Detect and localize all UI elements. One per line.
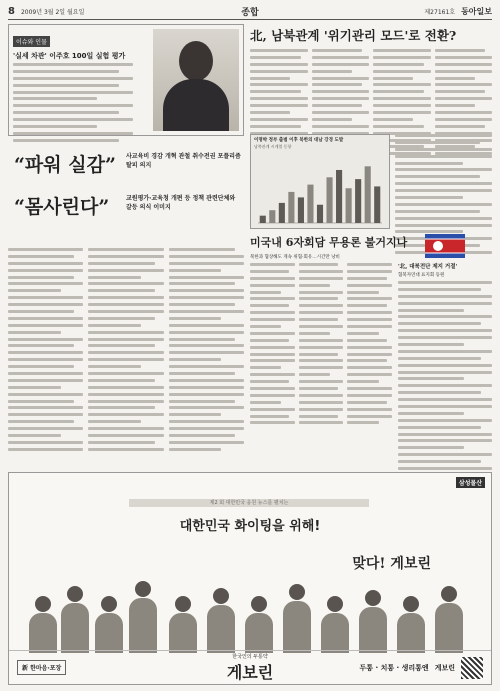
text-column: [88, 248, 163, 468]
issue-person-box: [8, 24, 244, 136]
ad-right-brand: 게보린: [434, 663, 455, 672]
top-article-side-body: [395, 134, 492, 229]
chart-plot: [254, 153, 386, 225]
chart-bar: [288, 192, 294, 223]
text-column: [8, 248, 83, 468]
portrait-photo: [153, 29, 239, 131]
chart-bar: [346, 188, 352, 223]
top-headline: 北, 남북관계 '위기관리 모드'로 전환?: [250, 28, 457, 43]
ad-brand-sub: 한국인의 두통약: [232, 653, 268, 660]
north-korea-flag-icon: [425, 234, 465, 258]
quote-sub-2: 교원평가·교육청 개편 등 정책 관련단체와 갈등 의식 이미지: [126, 195, 236, 211]
mid-headline: 미국내 6자회담 무용론 불거지나: [250, 236, 408, 249]
chart-bar: [317, 205, 323, 223]
chart-bar: [355, 179, 361, 223]
mid-subheadline: 북한과 협상해도 게속 위협·회유…시간만 낭비: [250, 255, 340, 260]
chart-bar: [307, 185, 313, 223]
ad-right-block: [360, 657, 483, 679]
quote-sub-1: 사교육비 경감 개혁 관철 취수전권 포플리즘 탈피 의지: [126, 153, 241, 169]
top-article-body: [250, 49, 492, 129]
ad-banner: 제2 회 대한민국 응원 뉴스를 펼치는: [129, 499, 369, 507]
ad-brand-name: 한국인의 두통약 게보린: [226, 653, 274, 682]
side-article: [398, 234, 492, 444]
header-rule: [8, 19, 492, 20]
side-title: '北, 대북전단 제지 거절': [398, 264, 458, 270]
chart-bar: [260, 216, 266, 223]
top-article: [250, 24, 492, 229]
quote-line-1: “파워 실감”: [14, 154, 116, 176]
advertisement[interactable]: [8, 472, 492, 685]
side-subtitle: 협북자연대 표지회 등원: [398, 273, 445, 278]
newspaper-brand: 동아일보: [461, 5, 492, 16]
left-column: [8, 24, 244, 469]
ad-header: [456, 477, 485, 488]
quote-line-2: “몸사린다”: [14, 196, 110, 218]
chart-bar: [298, 197, 304, 223]
issue-tag: 이슈와 인물: [13, 36, 50, 47]
issue-title: '실세 차관' 이주호 100일 실험 평가: [13, 52, 126, 60]
pull-quote: [8, 142, 244, 242]
chart-title: 이명박 정부 출범 이후 북한의 대남 강경 도발: [254, 138, 344, 143]
product-box-icon: [461, 657, 483, 679]
chart-bar: [279, 203, 285, 223]
ad-slogan-main: 대한민국 화이팅을 위해!: [179, 519, 321, 534]
text-column: [169, 248, 244, 468]
chart-bar: [336, 170, 342, 223]
provocation-chart: [250, 134, 390, 229]
edition-number: 제27161호: [424, 8, 456, 16]
ad-slogan-brand: 맞다! 게보린: [352, 556, 431, 572]
chart-subtitle: 남북관계 시계열 동향: [254, 144, 292, 149]
issue-body: [13, 63, 133, 142]
chart-bar: [365, 166, 371, 223]
mid-article-body: [250, 263, 392, 428]
ad-left-badge: 新 한마음·포장: [17, 660, 66, 675]
ad-footer: [9, 650, 491, 684]
chart-bar: [269, 210, 275, 223]
ad-right-text: 두통 · 치통 · 생리통엔: [359, 663, 429, 672]
page-number: 8: [8, 5, 15, 17]
page-date: 2009년 3월 2일 월요일: [20, 8, 85, 16]
ad-sponsor-logo: 삼성물산: [456, 477, 485, 488]
section-title: 종합: [241, 7, 259, 18]
chart-bar: [374, 186, 380, 223]
left-article-body: [8, 248, 244, 468]
page-header: [8, 4, 492, 18]
chart-bar: [326, 177, 332, 223]
